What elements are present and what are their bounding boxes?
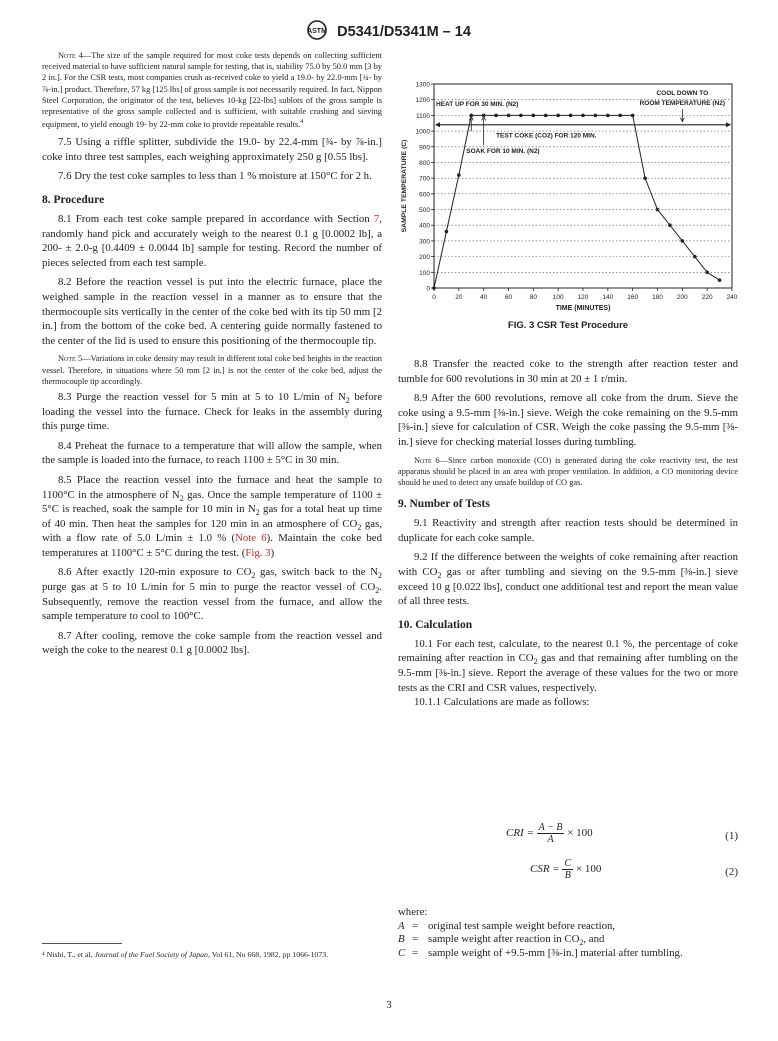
data-point (594, 114, 598, 118)
para-9-2: 9.2 If the difference between the weights of coke remaining after reaction with $CO_2$ gas or after tumbling and sieving on the 9.5-mm [⅜-in.] sieve exceed 10 g [0.022 lbs], conduct one additional test and report the mean value of all three tests. (398, 551, 738, 608)
x-tick-label: 0 (432, 294, 436, 301)
annotation-heat-up: HEAT UP FOR 30 MIN. (N2) (436, 100, 519, 108)
x-tick-label: 20 (455, 294, 463, 301)
y-axis-label: SAMPLE TEMPERATURE (C) (401, 139, 408, 233)
y-tick-label: 300 (419, 238, 430, 246)
y-tick-label: 1200 (415, 97, 430, 105)
data-point (544, 114, 548, 118)
data-point (569, 114, 573, 118)
section-10-heading: 10. Calculation (398, 618, 473, 631)
data-point (643, 176, 647, 180)
x-tick-label: 60 (504, 294, 513, 301)
data-point (668, 223, 672, 227)
astm-logo-icon (307, 20, 327, 44)
section-7-link[interactable]: 7 (373, 213, 380, 225)
y-tick-label: 600 (419, 191, 430, 199)
y-tick-label: 1300 (415, 81, 430, 89)
x-tick-label: 220 (701, 294, 713, 301)
annotation-soak: SOAK FOR 10 MIN. (N2) (466, 148, 540, 156)
y-tick-label: 500 (419, 207, 430, 215)
x-tick-label: 240 (726, 294, 738, 301)
note-6-link[interactable]: Note 6 (235, 532, 267, 545)
footnote-4: ⁴ Nishi, T., et al, Journal of the Fuel Society of Japan, Vol 61, No 668, 1982, pp 1066-1073. (42, 950, 329, 959)
para-8-2: 8.2 Before the reaction vessel is put into the electric furnace, place the weighed sample in the reaction vessel in a manner as to ensure that the thermocouple sits vertically in the center of the coke bed with its tip 50 mm [2 in.] from the bottom of the coke bed. A centering guide normally fastened to the center of the lid is used to ensure this positioning of the thermocouple tip. (42, 276, 382, 347)
page-number: 3 (386, 1000, 392, 1011)
data-point (631, 114, 635, 118)
annotation-cool-down: COOL DOWN TO (656, 89, 709, 97)
y-tick-label: 700 (419, 175, 430, 183)
y-tick-label: 1000 (415, 128, 430, 136)
para-8-3: 8.3 Purge the reaction vessel for 5 min at 5 to 10 L/min of $N_2$ before loading the vessel into the furnace. Check for leaks in the assembly during this purge time. (42, 390, 382, 433)
para-8-4: 8.4 Preheat the furnace to a temperature that will allow the sample, when the sample is loaded into the furnace, to reach 1100 ± 5°C in 30 min. (42, 439, 382, 467)
y-tick-label: 900 (419, 144, 430, 152)
para-10-1: 10.1 For each test, calculate, to the nearest 0.1 %, the percentage of coke remaining after reaction in $CO_2$ gas and that remaining after tumbling on the 9.5-mm [⅜-in.] sieve. Report the average of these values for the two or more tests as the CRI and CSR values, respectively. (398, 637, 738, 694)
arrowhead-right-icon (726, 122, 731, 127)
para-7-6: 7.6 Dry the test coke samples to less than 1 % moisture at 150°C for 2 h. (58, 170, 372, 183)
x-tick-label: 100 (552, 294, 564, 301)
data-point (581, 114, 585, 118)
figure-caption: FIG. 3 CSR Test Procedure (507, 320, 629, 331)
data-point (494, 114, 498, 118)
x-tick-label: 180 (652, 294, 663, 301)
arrow-soak-icon (482, 116, 486, 145)
para-8-7: 8.7 After cooling, remove the coke sample from the reaction vessel and weigh the coke to the nearest 0.1 g [0.0002 lbs]. (42, 629, 382, 657)
data-point (656, 208, 660, 212)
data-point (718, 278, 722, 282)
data-point (556, 114, 560, 118)
right-column (398, 357, 738, 710)
footnote-ref[interactable]: 4 (300, 119, 304, 126)
section-8-heading: 8. Procedure (42, 194, 105, 206)
annotation-room-temp: ROOM TEMPERATURE (N2) (639, 100, 726, 108)
para-8-5: 8.5 Place the reaction vessel into the furnace and heat the sample to 1100°C in the atmosphere of $N_2$ gas. Once the sample temperature of 1100 ± 5°C is reached, soak the sample for 10 min in $N_2$ gas for a total heat up time of 40 min. Then heat the samples for 120 min in an atmosphere of $CO_2$ gas, with a flow rate of 5.0 L/min ± 1.0 % (Note 6). Maintain the coke bed temperatures at 1100°C ± 5°C during the test. (Fig. 3) (42, 473, 383, 559)
footnote-rule (42, 943, 122, 944)
x-axis-label: TIME (MINUTES) (555, 305, 611, 312)
x-tick-label: 140 (602, 294, 614, 301)
para-9-1: 9.1 Reactivity and strength after reaction tests should be determined in duplicate for each coke sample. (398, 517, 738, 544)
para-10-1-1: 10.1.1 Calculations are made as follows: (414, 696, 590, 709)
para-8-9: 8.9 After the 600 revolutions, remove all coke from the drum. Sieve the coke using a 9.5-mm [⅜-in.] sieve. Weigh the coke remaining on the 9.5-mm [⅜-in.] sieve for calculation of CSR. Weigh the coke passing the 9.5-mm [⅜-in.] sieve for checking material losses during tumbling. (398, 392, 738, 448)
data-point (532, 114, 536, 118)
def-b: B = sample weight after reaction in $CO_2$, and (398, 933, 605, 948)
x-tick-label: 80 (529, 294, 537, 301)
y-tick-label: 400 (419, 222, 430, 230)
para-8-8: 8.8 Transfer the reacted coke to the strength after reaction tester and tumble for 600 revolutions in 30 min at 20 ± 1 r/min. (398, 358, 738, 385)
data-point (519, 114, 523, 118)
left-column (42, 50, 382, 658)
para-8-6: 8.6 After exactly 120-min exposure to $CO_2$ gas, switch back to the $N_2$ purge gas at 5 to 10 L/min for 5 min to purge the reactor vessel of $CO_2$. Subsequently, remove the reaction vessel from the furnace, and allow the sample temperature to cool to 100°C. (42, 566, 382, 623)
data-point (705, 271, 709, 275)
arrowhead-left-icon (435, 122, 440, 127)
data-point (432, 286, 436, 290)
x-tick-label: 200 (676, 294, 688, 301)
data-point (693, 255, 697, 259)
x-tick-label: 40 (480, 294, 488, 301)
temperature-line (434, 115, 720, 288)
x-tick-label: 160 (627, 294, 639, 301)
para-8-1: 8.1 From each test coke sample prepared in accordance with Section 7, randomly hand pick and accurately weigh to the nearest 0.1 g [0.0002 lb], a 200- ± 2.0-g [0.4409 ± 0.0044 lb] sample for testing. Record the number of pieces selected from each test sample. (42, 213, 382, 269)
note-4: Note 4—The size of the sample required for most coke tests depends on collecting sufficient received material to have sufficient natural sample for testing, that is, stability 75.0 by 50.0 mm [3 by 2 in.]. For the CSR tests, most companies crush as-received coke to yield a 19.0- by 22.0-mm [¾- by ⅞-in.] product. Therefore, 57 kg [125 lbs] of gross sample is not necessarily required. In fact, Nippon Steel Corporation, the originator of the test, believes 10-kg [22-lbs] sublots of the gross sample is representative of the gross sample collected and is sufficient, with suitable crushing and sieving equipment, to yield enough 19- by 22-mm coke to provide repeatable results.$^4$ (42, 51, 382, 130)
x-tick-label: 120 (577, 294, 589, 301)
note-5: Note 5—Variations in coke density may result in different total coke bed heights in the reaction vessel. Therefore, in situations where 50 mm [2 in.] is not the center of the coke bed, adjust the thermocouple tip accordingly. (42, 354, 382, 386)
data-point (457, 173, 461, 177)
standard-designation: D5341/D5341M – 14 (337, 24, 471, 40)
where-block: where: A = original test sample weight before reaction, B = sample weight after reaction in $CO_2$, and C = sample weight of +9.5-mm [⅜-in.] material after tumbling. (398, 906, 738, 960)
def-c: C = sample weight of +9.5-mm [⅜-in.] material after tumbling. (398, 946, 683, 959)
document-header (0, 20, 778, 44)
annotation-test-coke: TEST COKE (CO2) FOR 120 MIN. (496, 132, 597, 140)
note-6: Note 6—Since carbon monoxide (CO) is generated during the coke reactivity test, the test apparatus should be placed in an area with proper ventilation. In addition, a CO monitoring device should be used to detect any unsafe buildup of CO gas. (398, 455, 738, 487)
y-tick-label: 0 (426, 285, 430, 293)
csr-procedure-chart (398, 78, 738, 314)
data-point (618, 114, 622, 118)
section-9-heading: 9. Number of Tests (398, 498, 490, 511)
y-tick-label: 800 (419, 159, 430, 167)
svg-text:ASTM: ASTM (307, 28, 327, 35)
fig-3-link[interactable]: Fig. 3 (245, 546, 271, 559)
def-a: A = original test sample weight before reaction, (398, 919, 616, 932)
data-point (507, 114, 511, 118)
y-tick-label: 1100 (416, 112, 430, 120)
data-point (681, 239, 685, 243)
para-7-5: 7.5 Using a riffle splitter, subdivide the 19.0- by 22.4-mm [¾- by ⅞-in.] coke into three test samples, each weighing approximately 250 g [0.55 lbs]. (42, 136, 382, 163)
y-tick-label: 200 (419, 254, 430, 262)
data-point (445, 230, 449, 234)
y-tick-label: 100 (419, 269, 430, 277)
data-point (606, 114, 610, 118)
